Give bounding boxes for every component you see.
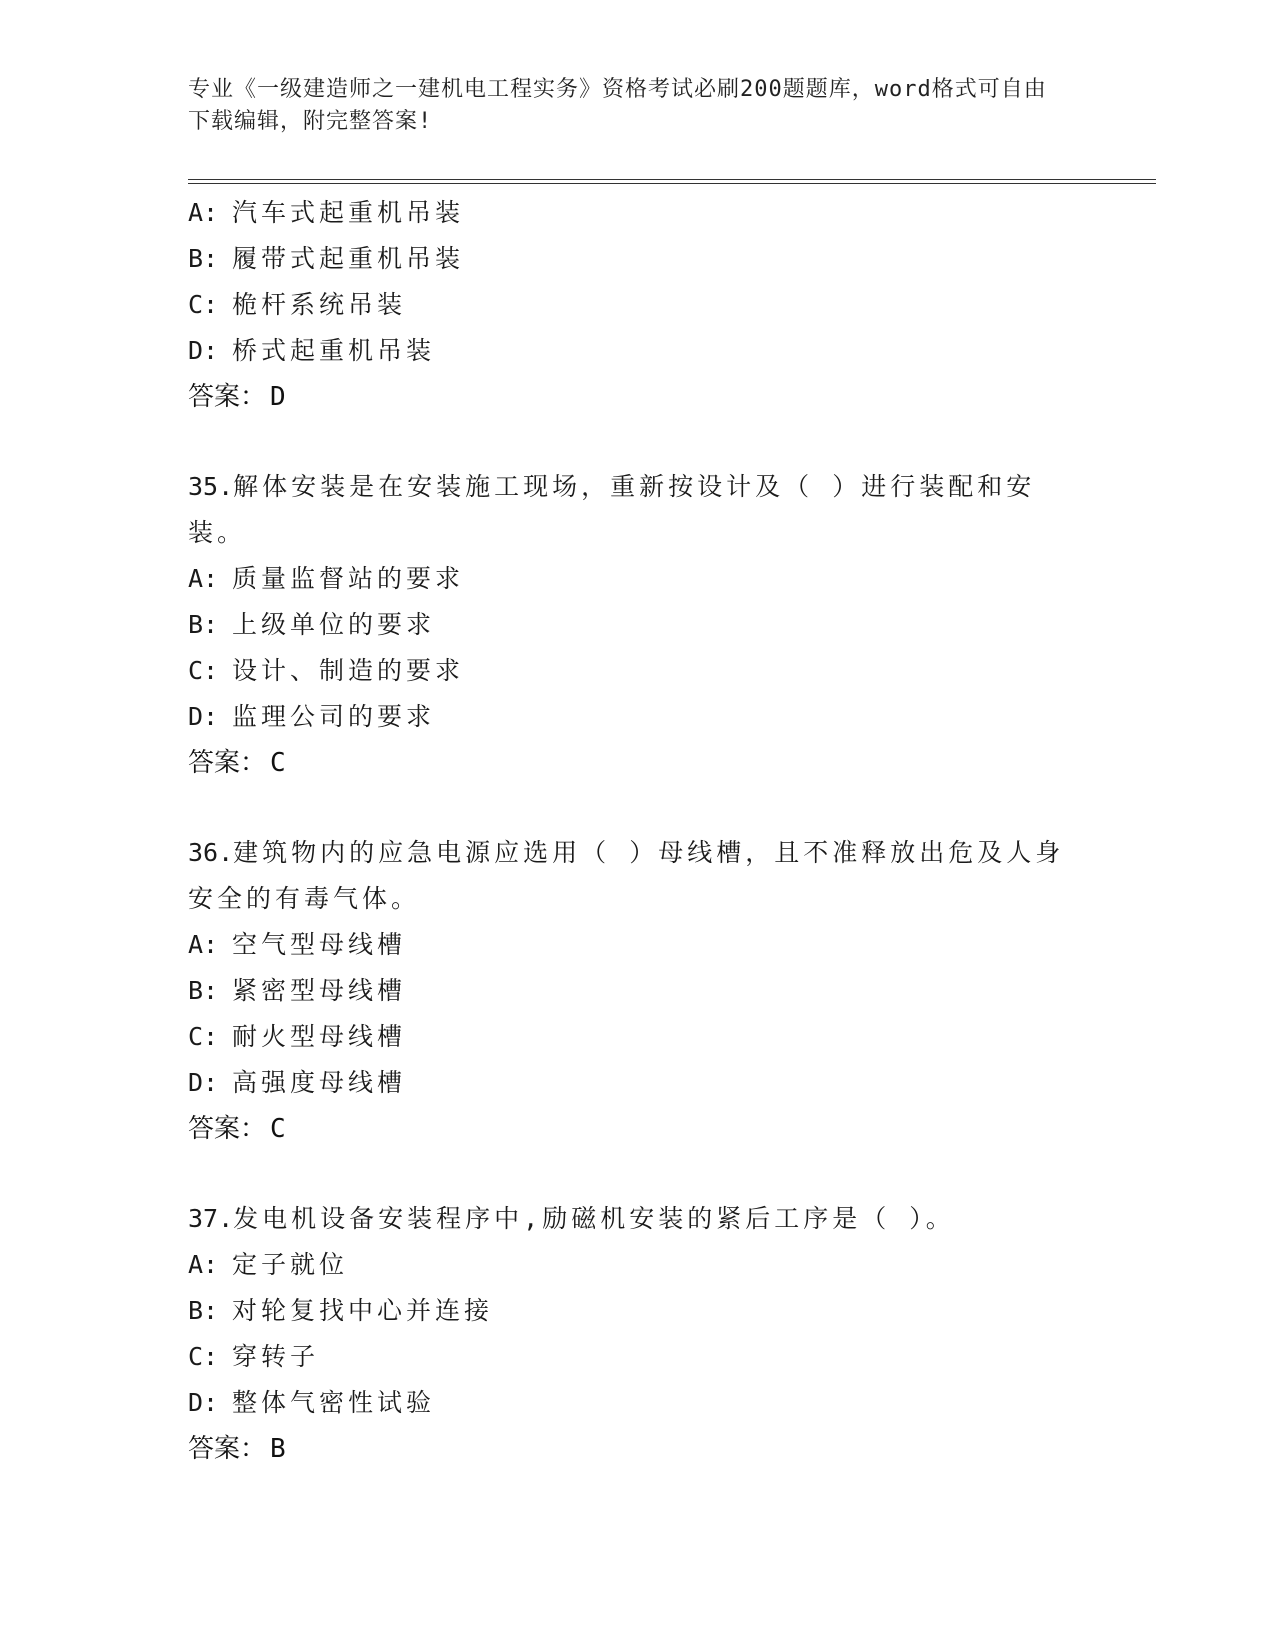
option-a: A: 质量监督站的要求	[188, 564, 465, 593]
question-list	[188, 190, 1088, 1472]
option-c: C: 穿转子	[188, 1342, 320, 1371]
answer-line: 答案： C	[188, 1114, 286, 1144]
option-d: D: 监理公司的要求	[188, 702, 436, 731]
option-d: D: 整体气密性试验	[188, 1388, 436, 1417]
option-c: C: 桅杆系统吊装	[188, 290, 407, 319]
document-header: 专业《一级建造师之一建机电工程实务》资格考试必刷200题题库，word格式可自由下载编辑，附完整答案!	[188, 77, 1047, 134]
option-b: B: 履带式起重机吊装	[188, 244, 465, 273]
option-a: A: 汽车式起重机吊装	[188, 198, 465, 227]
question-stem: 35.解体安装是在安装施工现场，重新按设计及（ ）进行装配和安装。	[188, 472, 1036, 547]
option-c: C: 设计、制造的要求	[188, 656, 465, 685]
header-double-rule	[188, 179, 1156, 184]
question-stem: 37.发电机设备安装程序中,励磁机安装的紧后工序是（ ）。	[188, 1204, 955, 1233]
question-stem: 36.建筑物内的应急电源应选用（ ）母线槽，且不准释放出危及人身安全的有毒气体。	[188, 838, 1065, 913]
option-a: A: 定子就位	[188, 1250, 349, 1279]
question-36	[188, 830, 1088, 1152]
option-a: A: 空气型母线槽	[188, 930, 407, 959]
partial-question	[188, 190, 1088, 420]
option-b: B: 紧密型母线槽	[188, 976, 407, 1005]
answer-line: 答案： B	[188, 1434, 286, 1464]
option-c: C: 耐火型母线槽	[188, 1022, 407, 1051]
option-d: D: 桥式起重机吊装	[188, 336, 436, 365]
option-b: B: 对轮复找中心并连接	[188, 1296, 494, 1325]
question-35	[188, 464, 1088, 786]
answer-line: 答案： D	[188, 382, 286, 412]
option-d: D: 高强度母线槽	[188, 1068, 407, 1097]
question-37	[188, 1196, 1088, 1472]
option-b: B: 上级单位的要求	[188, 610, 436, 639]
answer-line: 答案： C	[188, 748, 286, 778]
